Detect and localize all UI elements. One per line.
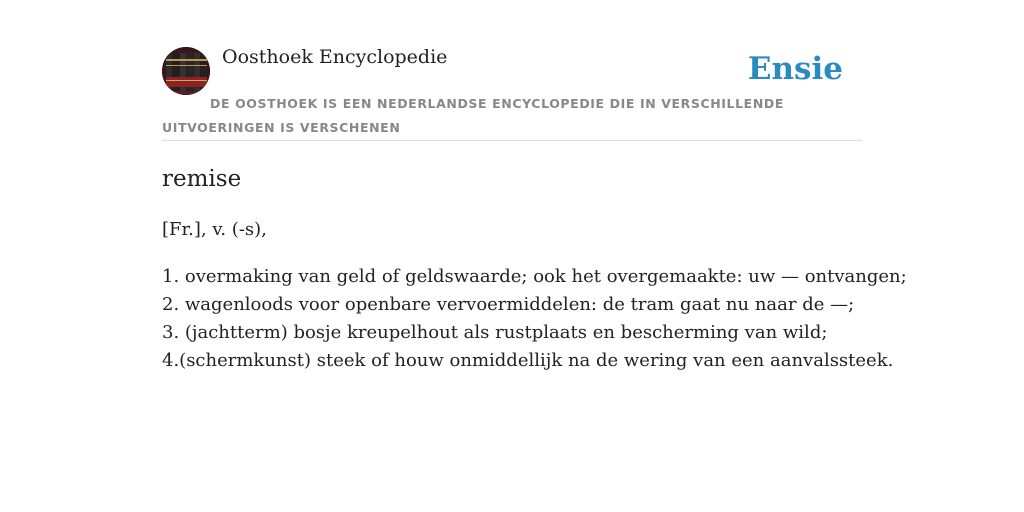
- definition-list: [162, 263, 907, 375]
- entry-title: remise: [162, 166, 242, 192]
- definition-item: 3. (jachtterm) bosje kreupelhout als rustplaats en bescherming van wild;: [162, 322, 828, 343]
- definition-item: 2. wagenloods voor openbare vervoermiddelen: de tram gaat nu naar de —;: [162, 294, 855, 315]
- header: [162, 44, 862, 141]
- books-image: [162, 47, 210, 95]
- site-tagline: DE OOSTHOEK IS EEN NEDERLANDSE ENCYCLOPEDIE DIE IN VERSCHILLENDE UITVOERINGEN IS VERSCHENEN: [162, 96, 784, 135]
- encyclopedia-books-avatar[interactable]: [162, 47, 210, 95]
- site-title-link[interactable]: Oosthoek Encyclopedie: [222, 46, 448, 68]
- entry-grammar: [Fr.], v. (-s),: [162, 219, 267, 240]
- definition-item: 4.(schermkunst) steek of houw onmiddellijk na de wering van een aanvalssteek.: [162, 350, 894, 371]
- entry-content: [162, 160, 907, 371]
- definition-item: 1. overmaking van geld of geldswaarde; ook het overgemaakte: uw — ontvangen;: [162, 266, 907, 287]
- ensie-logo-link[interactable]: Ensie: [747, 51, 843, 87]
